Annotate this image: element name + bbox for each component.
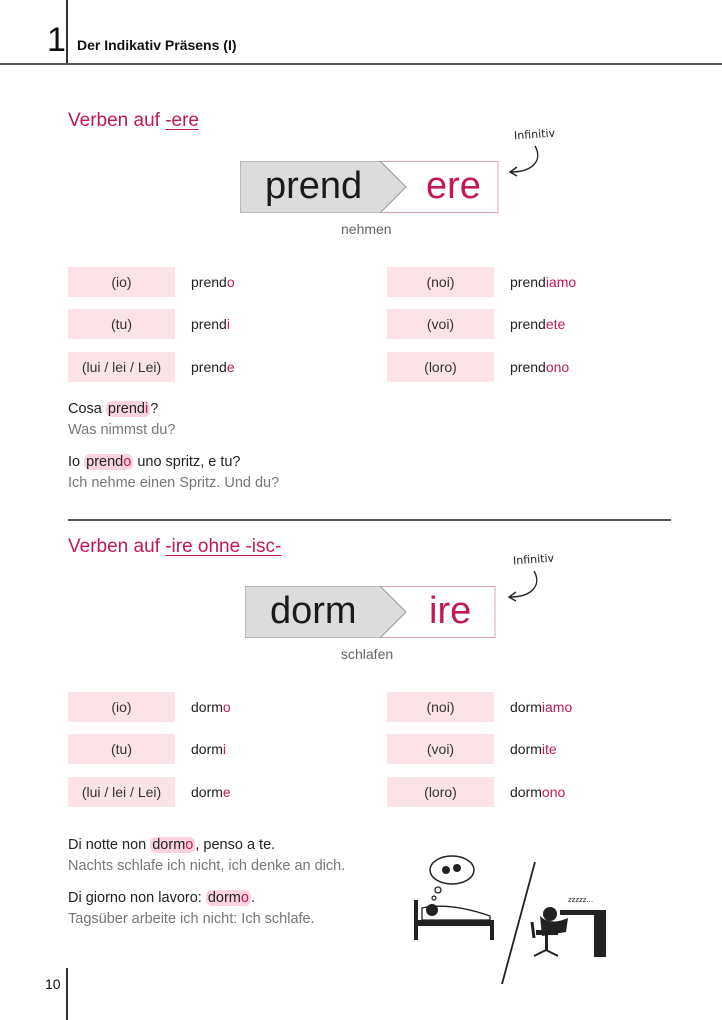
example-text: uno spritz, e tu? (133, 454, 241, 470)
section-title-ire (68, 536, 281, 558)
desk-sleeper-icon (532, 907, 606, 957)
verb-form (510, 734, 557, 764)
verb-form (510, 692, 572, 722)
verb-form (191, 734, 226, 764)
verb-ending: o (222, 699, 231, 715)
pronoun-cell: (lui / lei / Lei) (68, 352, 175, 382)
verb-stem: prend (191, 359, 227, 375)
example-text: Io (68, 454, 85, 470)
verb-stem: dorm (191, 741, 223, 757)
example-it (68, 837, 275, 853)
thought-bubble-icon (430, 856, 474, 900)
example-de: Nachts schlafe ich nicht, ich denke an dich. (68, 858, 346, 874)
footer-divider (66, 968, 68, 1020)
section-title-prefix: Verben auf (68, 110, 166, 131)
verb-ending: i (222, 741, 227, 757)
verb-stem: prend (510, 316, 546, 332)
verb-ending: iamo (545, 274, 577, 290)
verb-ending: o (226, 274, 235, 290)
translation: schlafen (341, 646, 394, 662)
example-text: . (250, 890, 255, 906)
verb-form (191, 352, 235, 382)
page-number: 10 (45, 976, 61, 992)
verb-form (510, 309, 565, 339)
example-text: Cosa (68, 401, 106, 417)
pronoun-cell: (voi) (387, 309, 494, 339)
verb-ending: ite (541, 741, 557, 757)
section-title-suffix: -ere (165, 110, 199, 131)
ending-text: ere (426, 165, 481, 207)
chapter-title: Der Indikativ Präsens (I) (77, 37, 237, 53)
verb-stem: prend (191, 274, 227, 290)
verb-form (191, 692, 231, 722)
example-text: Di giorno non lavoro: (68, 890, 206, 906)
example-it (68, 890, 255, 906)
verb-stem: prend (191, 316, 227, 332)
example-highlight: dormo (152, 837, 194, 853)
verb-form (191, 267, 235, 297)
verb-form (191, 777, 231, 807)
pronoun-cell: (loro) (387, 777, 494, 807)
pronoun-cell: (loro) (387, 352, 494, 382)
section-title-prefix: Verben auf (68, 536, 166, 557)
example-highlight: prendi (107, 401, 149, 417)
verb-stem: dorm (510, 699, 542, 715)
section-title-suffix: -ire ohne -isc- (165, 536, 282, 557)
verb-ending: e (226, 359, 235, 375)
example-highlight: dormo (207, 890, 249, 906)
example-highlight: prendo (86, 454, 132, 470)
example-text: Di notte non (68, 837, 151, 853)
pronoun-cell: (io) (68, 267, 175, 297)
verb-stem: prend (510, 359, 546, 375)
header-rule (0, 63, 722, 65)
verb-stem: dorm (510, 741, 542, 757)
section-title-ere (68, 110, 199, 132)
slash-divider (502, 862, 535, 984)
verb-form (191, 309, 230, 339)
verb-ending: ete (545, 316, 566, 332)
example-text: , penso a te. (195, 837, 276, 853)
pronoun-cell: (voi) (387, 734, 494, 764)
verb-form (510, 352, 569, 382)
pronoun-cell: (lui / lei / Lei) (68, 777, 175, 807)
infinitiv-note: Infinitiv (513, 126, 556, 143)
verb-ending: i (226, 316, 230, 332)
example-de: Tagsüber arbeite ich nicht: Ich schlafe. (68, 911, 315, 927)
pronoun-cell: (tu) (68, 309, 175, 339)
pronoun-cell: (io) (68, 692, 175, 722)
verb-stem: prend (510, 274, 546, 290)
verb-stem: dorm (191, 699, 223, 715)
example-de: Ich nehme einen Spritz. Und du? (68, 475, 280, 491)
chapter-number: 1 (47, 21, 66, 59)
infinitiv-note: Infinitiv (512, 551, 555, 568)
curved-arrow-icon (505, 142, 545, 178)
verb-stem: dorm (510, 784, 542, 800)
translation: nehmen (341, 221, 392, 237)
example-text: ? (150, 401, 159, 417)
example-it (68, 401, 158, 417)
bed-icon (414, 900, 494, 940)
curved-arrow-icon (504, 567, 544, 603)
verb-ending: ono (545, 359, 570, 375)
pronoun-cell: (tu) (68, 734, 175, 764)
stem-text: prend (265, 165, 363, 207)
stem-text: dorm (270, 590, 357, 632)
infinitive-box (240, 161, 500, 213)
ending-text: ire (429, 590, 472, 632)
verb-form (510, 777, 565, 807)
chapter-divider (66, 0, 68, 64)
example-de: Was nimmst du? (68, 422, 176, 438)
verb-ending: ono (541, 784, 566, 800)
section-divider (68, 519, 671, 521)
pronoun-cell: (noi) (387, 267, 494, 297)
zzz-text: zzzzz... (568, 896, 594, 904)
verb-ending: iamo (541, 699, 573, 715)
pronoun-cell: (noi) (387, 692, 494, 722)
infinitive-box (245, 586, 497, 638)
sleep-illustration (410, 852, 610, 988)
verb-stem: dorm (191, 784, 223, 800)
example-it (68, 454, 241, 470)
verb-form (510, 267, 576, 297)
verb-ending: e (222, 784, 231, 800)
